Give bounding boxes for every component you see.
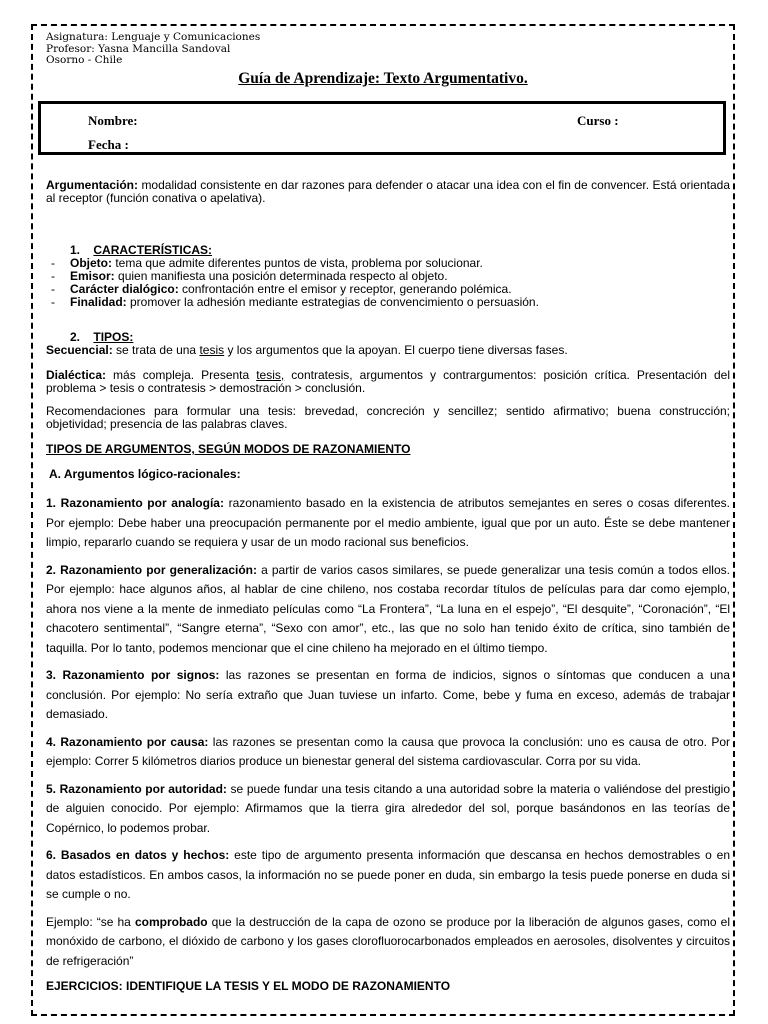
student-info-box [38,101,726,155]
subject-line: Asignatura: Lenguaje y Comunicaciones [46,31,261,43]
list-item: - Emisor: quien manifiesta una posición determinada respecto al objeto. [46,270,730,283]
place-line: Osorno - Chile [46,54,123,66]
argument-analogia: 1. Razonamiento por analogía: razonamiento basado en la existencia de atributos semejantes en seres o cosas diferentes. Por ejemplo: Debe haber una preocupación permanente por el medio ambiente, igual que por un auto. Éste se debe mantener limpio, repararlo cuando se requiera y usar de un modo racional sus beneficios. [46,496,730,549]
intro-text: modalidad consistente en dar razones para defender o atacar una idea con el fin de convencer. Está orientada al receptor (función conativa o apelativa). [46,178,730,205]
list-item: - Finalidad: promover la adhesión mediante estrategias de convencimiento o persuasión. [46,296,730,309]
argument-causa: 4. Razonamiento por causa: las razones se presentan como la causa que provoca la conclusión: uno es causa de otro. Por ejemplo: Correr 5 kilómetros diarios produce un bienestar general del sistema cardiovascular. Corra por su vida. [46,734,730,768]
characteristics-heading: 1. CARACTERÍSTICAS: [70,243,213,257]
argument-generalizacion: 2. Razonamiento por generalización: a partir de varios casos similares, se puede generalizar una tesis común a todos ellos. Por ejemplo: hace algunos años, al hablar de cine chileno, nos costaba recordar títulos de películas para dar como ejemplo, ahora nos viene a la mente de inmediato películas como “La Frontera”, “La luna en el espejo”, “El desquite”, “Coronación”, “El chacotero sentimental”, “Sangre eterna”, “Sexo con amor”, etc., las que no solo han tenido éxito de crítica, sino también de taquilla. Por lo tanto, podemos mencionar que el cine chileno ha mejorado en el último tiempo. [46,562,730,655]
list-item: - Carácter dialógico: confrontación entre el emisor y receptor, generando polémica. [46,283,730,296]
content [46,179,730,997]
header-block [46,32,260,67]
intro-paragraph [46,179,730,205]
example-paragraph: Ejemplo: “se ha comprobado que la destrucción de la capa de ozono se produce por la liberación de algunos gases, como el monóxido de carbono, el dióxido de carbono y los gases clorofluorocarbonados empleados en aerosoles, disolventes y circuitos de refrigeración” [46,914,730,968]
argument-datos-hechos: 6. Basados en datos y hechos: este tipo de argumento presenta información que descansa en hechos demostrables o en datos estadísticos. En ambos casos, la información no se puede poner en duda, sin embargo la tesis puede ponerse en duda si se cumple o no. [46,848,730,901]
worksheet-page [31,24,735,1016]
exercises-heading: EJERCICIOS: IDENTIFIQUE LA TESIS Y EL MODO DE RAZONAMIENTO [46,979,451,993]
type-dialectica: Dialéctica: más compleja. Presenta tesis, contratesis, argumentos y contrargumentos: posición crítica. Presentación del problema > tesis o contratesis > demostración > conclusión. [46,368,730,395]
date-label: Fecha : [88,137,129,152]
types-heading: 2. TIPOS: [70,330,134,344]
argument-signos: 3. Razonamiento por signos: las razones se presentan en forma de indicios, signos o síntomas que conducen a una conclusión. Por ejemplo: No sería extraño que Juan tuviese un infarto. Come, bebe y fuma en exceso, además de trabajar demasiado. [46,668,731,721]
list-item: - Objeto: tema que admite diferentes puntos de vista, problema por solucionar. [46,257,730,270]
sub-heading: A. Argumentos lógico-racionales: [49,467,241,481]
argument-autoridad: 5. Razonamiento por autoridad: se puede fundar una tesis citando a una autoridad sobre la materia o valiéndose del prestigio de alguien conocido. Por ejemplo: Afirmamos que la tierra gira alrededor del sol, porque basándonos en las teorías de Copérnico, lo podemos probar. [46,781,730,835]
page-title: Guía de Aprendizaje: Texto Argumentativo. [238,70,528,87]
intro-term: Argumentación: [46,178,139,192]
teacher-line: Profesor: Yasna Mancilla Sandoval [46,42,231,55]
section-heading: TIPOS DE ARGUMENTOS, SEGÚN MODOS DE RAZONAMIENTO [46,442,411,456]
name-label: Nombre: [88,113,138,128]
type-secuencial: Secuencial: se trata de una tesis y los argumentos que la apoyan. El cuerpo tiene diversas fases. [46,343,568,357]
recommendations-paragraph: Recomendaciones para formular una tesis: brevedad, concreción y sencillez; sentido afirmativo; buena construcción; objetividad; presencia de las palabras claves. [46,404,730,431]
course-label: Curso : [577,113,619,128]
characteristics-list [46,257,730,309]
